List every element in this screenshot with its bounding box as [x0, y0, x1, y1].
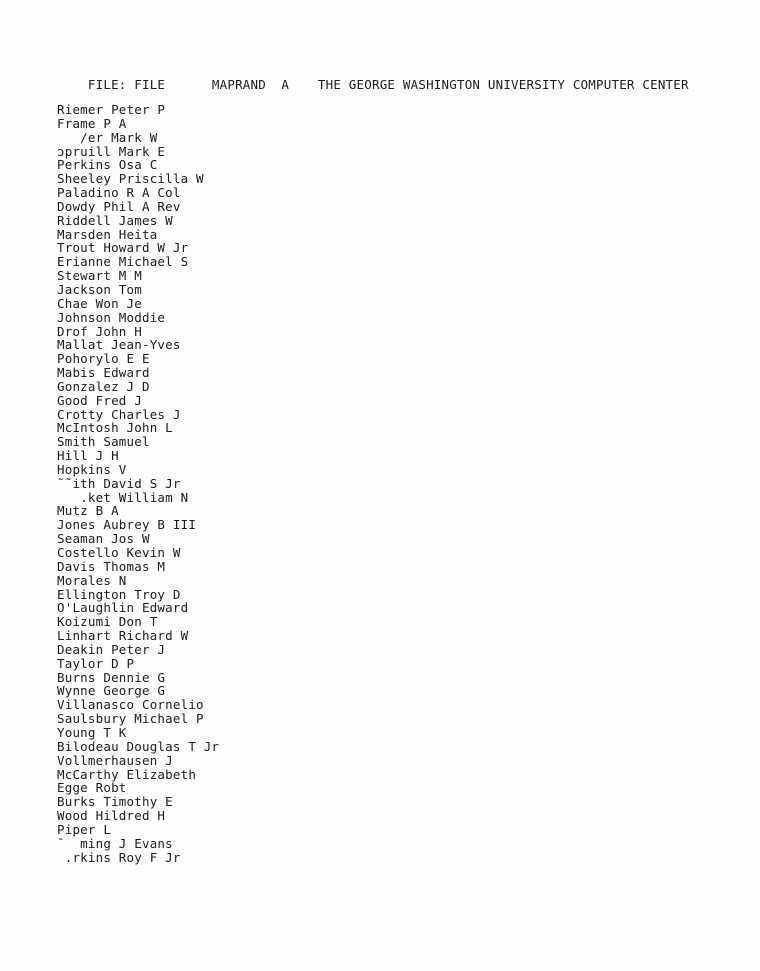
name-entry: Erianne Michael S: [57, 254, 189, 270]
name-entry: Riddell James W: [57, 212, 173, 228]
name-entry: Mutz B A: [57, 503, 119, 519]
name-entry: Morales N: [57, 572, 127, 588]
name-entry: McCarthy Elizabeth: [57, 766, 197, 782]
name-entry: Hill J H: [57, 448, 119, 464]
name-entry: Hopkins V: [57, 461, 127, 477]
name-entry: Koizumi Don T: [57, 614, 158, 630]
name-entry: Drof John H: [57, 323, 142, 339]
name-list: [57, 103, 219, 864]
name-entry: Wynne George G: [57, 683, 166, 699]
name-entry: /er Mark W: [57, 129, 158, 145]
name-entry: Good Fred J: [57, 392, 142, 408]
name-entry: Smith Samuel: [57, 434, 150, 450]
name-entry: ˜˜ith David S Jr: [57, 475, 181, 491]
name-entry: Seaman Jos W: [57, 531, 150, 547]
name-entry: Jones Aubrey B III: [57, 517, 197, 533]
name-entry: Villanasco Cornelio: [57, 697, 204, 713]
name-entry: Jackson Tom: [57, 281, 142, 297]
name-entry: Wood Hildred H: [57, 808, 166, 824]
name-entry: Paladino R A Col: [57, 185, 181, 201]
name-entry: .ket William N: [57, 489, 189, 505]
program-name: MAPRAND A: [211, 77, 290, 92]
name-entry: Egge Robt: [57, 780, 127, 796]
name-entry: Costello Kevin W: [57, 545, 181, 560]
institution-name: THE GEORGE WASHINGTON UNIVERSITY COMPUTER CENTER: [317, 77, 689, 92]
name-entry: Chae Won Je: [57, 295, 142, 311]
name-entry: Mallat Jean-Yves: [57, 337, 181, 353]
name-entry: McIntosh John L: [57, 420, 173, 436]
name-entry: Trout Howard W Jr: [57, 240, 189, 256]
name-entry: Linhart Richard W: [57, 628, 189, 644]
name-entry: Riemer Peter P: [57, 102, 166, 117]
name-entry: Dowdy Phil A Rev: [57, 198, 181, 214]
name-entry: ¯ ming J Evans: [57, 835, 173, 851]
name-entry: Taylor D P: [57, 655, 135, 671]
name-entry: Saulsbury Michael P: [57, 711, 204, 727]
name-entry: Crotty Charles J: [57, 406, 181, 422]
name-entry: Pohorylo E E: [57, 351, 150, 367]
name-entry: Burns Dennie G: [57, 669, 166, 685]
name-entry: Vollmerhausen J: [57, 752, 173, 768]
name-entry: .rkins Roy F Jr: [57, 849, 181, 865]
name-entry: Davis Thomas M: [57, 558, 166, 574]
file-label: FILE: FILE: [87, 77, 166, 92]
name-entry: Johnson Moddie: [57, 309, 166, 325]
name-entry: ɔpruill Mark E: [57, 143, 166, 159]
name-entry: Stewart M M: [57, 268, 142, 284]
name-entry: Young T K: [57, 724, 127, 740]
name-entry: Sheeley Priscilla W: [57, 171, 204, 187]
name-entry: Mabis Edward: [57, 365, 150, 381]
name-entry: Gonzalez J D: [57, 378, 150, 394]
name-entry: O'Laughlin Edward: [57, 600, 189, 616]
name-entry: Bilodeau Douglas T Jr: [57, 738, 220, 754]
name-entry: Piper L: [57, 821, 112, 837]
name-entry: Marsden Heita: [57, 226, 158, 242]
name-entry: Ellington Troy D: [57, 586, 181, 602]
name-entry: Deakin Peter J: [57, 641, 166, 657]
name-entry: Burks Timothy E: [57, 794, 173, 810]
name-entry: Perkins Osa C: [57, 157, 158, 173]
name-entry: Frame P A: [57, 115, 127, 131]
